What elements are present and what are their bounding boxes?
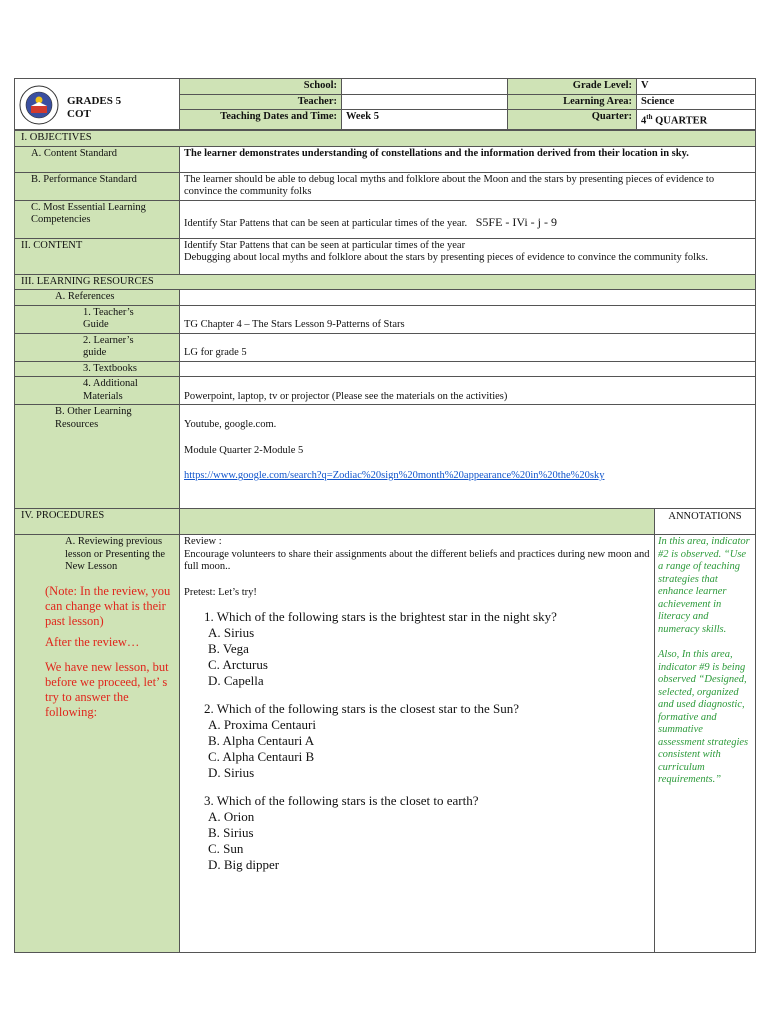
objectives-heading: I. OBJECTIVES [15,131,756,147]
question-1-option: B. Vega [208,641,249,656]
reviewing-previous-lesson-label: A. Reviewing previous lesson or Presenting the New Lesson [65,536,166,572]
reviewing-previous-lesson-cell [15,535,180,953]
school-value [342,79,508,95]
new-lesson-note: We have new lesson, but before we proceed, let’ s try to answer the following: [45,659,169,719]
content-heading: II. CONTENT [15,238,180,274]
resources-heading: III. LEARNING RESOURCES [15,274,756,290]
review-content-cell [180,535,655,953]
melc-code: S5FE - IVi - j - 9 [475,215,558,230]
teachers-guide-label: 1. Teacher’s Guide [15,305,180,333]
question-1-option: D. Capella [208,673,264,688]
question-3-option: C. Sun [208,841,244,856]
logo-cell [15,79,180,130]
melc-statement: Identify Star Pattens that can be seen at particular times of the year. [184,218,468,230]
question-3-option: A. Orion [208,809,255,824]
melc-text [180,200,756,238]
content-standard-label: A. Content Standard [15,146,180,172]
teachers-guide-text: TG Chapter 4 – The Stars Lesson 9-Patterns of Stars [180,305,756,333]
question-2: 2. Which of the following stars is the closest star to the Sun? [204,701,519,716]
textbooks-text [180,361,756,377]
annotations-heading: ANNOTATIONS [655,509,756,535]
teacher-label: Teacher: [180,94,342,110]
review-text: Encourage volunteers to share their assignments about the different beliefs and practices during new moon and full moon.. [184,548,650,572]
annotation-indicator-2: In this area, indicator #2 is observed. “Use a range of teaching strategies that enhance learner achievement in literacy and numeracy skills. [658,536,750,635]
question-1-option: C. Arcturus [208,657,268,672]
question-2-option: D. Sirius [208,765,255,780]
lesson-plan-sheet [14,78,755,953]
annotations-cell [655,535,756,953]
learners-guide-label: 2. Learner’s guide [15,333,180,361]
other-resources-line-2: Module Quarter 2-Module 5 [184,444,304,456]
learners-guide-text: LG for grade 5 [180,333,756,361]
question-3: 3. Which of the following stars is the closet to earth? [204,793,479,808]
question-2-option: B. Alpha Centauri A [208,733,315,748]
header-table [14,78,756,130]
grades-title [67,95,121,121]
additional-materials-label: 4. Additional Materials [15,377,180,405]
quarter-text: QUARTER [652,115,708,127]
pretest-label: Pretest: Let’s try! [184,586,257,598]
melc-label: C. Most Essential Learning Competencies [15,200,180,238]
zodiac-search-link[interactable]: https://www.google.com/search?q=Zodiac%20sign%20month%20appearance%20in%20the%20sky [184,470,605,481]
review-label: Review : [184,536,222,547]
quarter-label: Quarter: [508,110,637,130]
textbooks-label: 3. Textbooks [15,361,180,377]
other-resources-label: B. Other Learning Resources [15,405,180,509]
performance-standard-label: B. Performance Standard [15,172,180,200]
procedures-heading-blank [180,509,655,535]
cot-label: COT [67,108,91,120]
content-text [180,238,756,274]
procedures-heading: IV. PROCEDURES [15,509,180,535]
performance-standard-text: The learner should be able to debug local myths and folklore about the Moon and the stars by presenting pieces of evidence to convince the community folks [180,172,756,200]
quarter-suffix: th [646,113,653,121]
teacher-value [342,94,508,110]
content-standard-text: The learner demonstrates understanding of constellations and the information derived from their location in sky. [180,146,756,172]
question-1: 1. Which of the following stars is the brightest star in the night sky? [204,609,557,624]
learning-area-label: Learning Area: [508,94,637,110]
other-resources-text [180,405,756,509]
body-table [14,130,756,953]
question-3-option: D. Big dipper [208,857,280,872]
question-3-option: B. Sirius [208,825,254,840]
additional-materials-text: Powerpoint, laptop, tv or projector (Please see the materials on the activities) [180,377,756,405]
content-line-2: Debugging about local myths and folklore about the stars by presenting pieces of evidence to convince the community folks. [184,252,708,263]
deped-seal-icon [19,85,59,125]
question-1-option: A. Sirius [208,625,255,640]
review-note: (Note: In the review, you can change what is their past lesson) [45,583,171,628]
dates-value: Week 5 [342,110,508,130]
quarter-number: 4 [641,115,647,127]
grade-level-value: V [637,79,756,95]
references-text [180,290,756,306]
school-label: School: [180,79,342,95]
other-resources-line-1: Youtube, google.com. [184,419,277,430]
question-2-option: C. Alpha Centauri B [208,749,315,764]
references-label: A. References [15,290,180,306]
grades-label: GRADES 5 [67,95,122,107]
question-2-option: A. Proxima Centauri [208,717,316,732]
quarter-value [637,110,756,130]
annotation-indicator-9: Also, In this area, indicator #9 is being observed “Designed, selected, organized and used diagnostic, formative and summative assessment strategies consistent with curriculum requirements.” [658,649,749,785]
dates-label: Teaching Dates and Time: [180,110,342,130]
learning-area-value: Science [637,94,756,110]
after-review-note: After the review… [45,634,140,649]
grade-level-label: Grade Level: [508,79,637,95]
content-line-1: Identify Star Pattens that can be seen at particular times of the year [184,239,466,251]
